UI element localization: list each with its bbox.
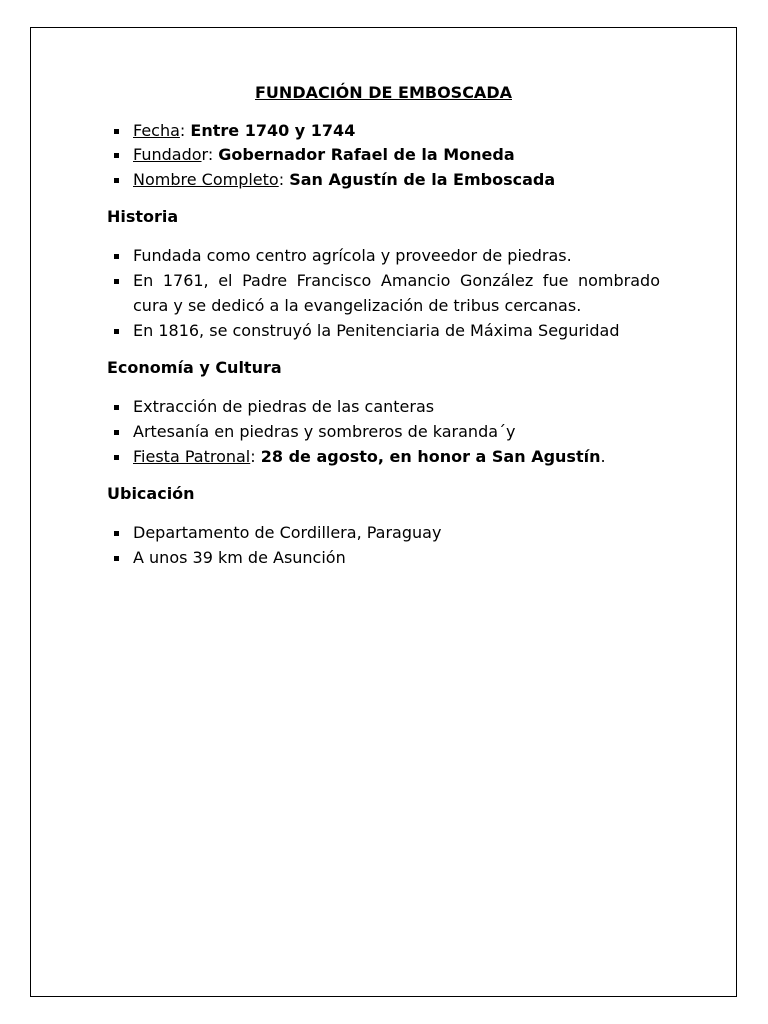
field-label: Fundado [133,145,202,165]
list-item-text: Artesanía en piedras y sombreros de karanda´y [133,422,516,442]
square-bullet-icon [114,254,119,259]
list-item-nombre-completo [107,168,660,193]
square-bullet-icon [114,153,119,158]
list-item [107,420,660,445]
field-label: Fecha [133,120,180,140]
list-item-text: A unos 39 km de Asunción [133,548,346,567]
list-item-text: En 1816, se construyó la Penitenciaria de Máxima Seguridad [133,320,620,340]
square-bullet-icon [114,531,119,536]
list-item [107,244,660,269]
historia-list [107,244,660,343]
list-item-text: Departamento de Cordillera, Paraguay [133,523,442,543]
square-bullet-icon [114,430,119,435]
section-heading-historia: Historia [107,207,179,227]
field-separator: : [207,145,219,165]
field-separator: : [179,120,191,140]
section-heading-ubicacion: Ubicación [107,484,195,504]
field-value: Gobernador Rafael de la Moneda [218,145,515,165]
section-heading-economia: Economía y Cultura [107,358,282,378]
list-item-fiesta-patronal [107,445,660,470]
ubicacion-list [107,521,660,571]
field-value: 28 de agosto, en honor a San Agustín [260,446,601,466]
field-separator: : [250,446,261,466]
list-item [107,269,660,319]
list-item [107,395,660,420]
square-bullet-icon [114,556,119,561]
field-tail: . [600,446,606,466]
summary-list [107,119,660,193]
list-item [107,546,660,571]
square-bullet-icon [114,405,119,410]
field-label: Nombre Completo [133,170,279,190]
list-item [107,521,660,546]
square-bullet-icon [114,279,119,284]
list-item-text: Extracción de piedras de las canteras [133,397,435,417]
field-value: Entre 1740 y 1744 [190,120,356,140]
field-label-tail: r [201,145,208,165]
field-label: Fiesta Patronal [133,446,251,466]
list-item-text: Fundada como centro agrícola y proveedor de piedras. [133,246,572,266]
list-item-fundador [107,143,660,168]
economia-list [107,395,660,469]
square-bullet-icon [114,455,119,460]
square-bullet-icon [114,329,119,334]
field-value: San Agustín de la Emboscada [289,170,556,190]
document-body [107,80,660,571]
document-title: FUNDACIÓN DE EMBOSCADA [255,83,512,102]
list-item [107,319,660,344]
list-item-text: En 1761, el Padre Francisco Amancio González fue nombrado cura y se dedicó a la evangelización de tribus cercanas. [133,271,660,316]
square-bullet-icon [114,129,119,134]
list-item-fecha [107,119,660,144]
field-separator: : [278,170,290,190]
square-bullet-icon [114,178,119,183]
